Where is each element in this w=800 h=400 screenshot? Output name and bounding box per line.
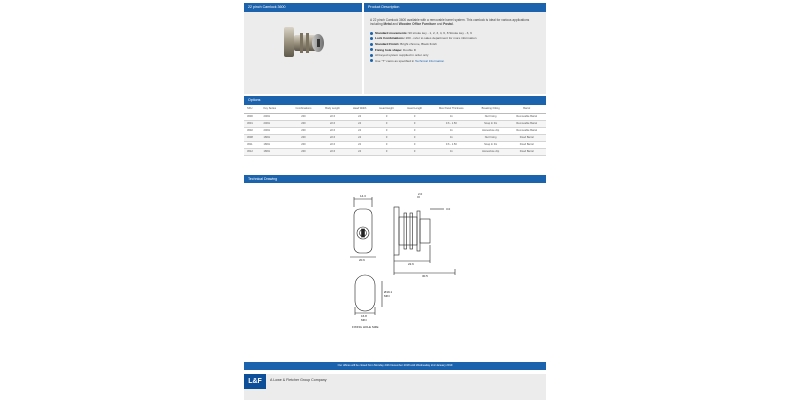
table-row [244, 120, 546, 127]
fixing-hole-caption: FIXING HOLE SIZE [352, 325, 379, 329]
technical-drawing-area [244, 183, 546, 361]
table-row [244, 127, 546, 134]
technical-information-link[interactable]: Technical Information [414, 58, 445, 63]
table-cell: 0 [373, 134, 401, 141]
table-cell: 3600 [244, 113, 261, 120]
table-cell: Removable Barrel [508, 113, 546, 120]
table-cell: Fixed Barrel [508, 141, 546, 148]
column-header: Head Height [373, 105, 401, 113]
table-cell: 22 [346, 141, 372, 148]
column-header: SKU [244, 105, 261, 113]
bullet-icon [370, 59, 373, 62]
table-cell: Snap In Fix [474, 120, 508, 127]
table-row [244, 148, 546, 155]
product-title: 22 pinch Camlock 3600 [244, 3, 362, 12]
table-cell: 200 [288, 113, 318, 120]
closure-notice: Our offices will be closed from Monday 24th December 2018 until Wednesday 2nd January 2019 [244, 362, 546, 370]
technical-drawing-section [244, 175, 546, 361]
table-cell: 0 [400, 113, 428, 120]
table-cell: 3602 [244, 127, 261, 134]
dim-label: 20.6 [359, 258, 365, 262]
product-image-panel [244, 3, 362, 94]
table-cell: 18/91 [261, 134, 289, 141]
table-cell: Snap In Fix [474, 141, 508, 148]
table-cell: 22.6 [319, 127, 347, 134]
table-cell: 20/91 [261, 127, 289, 134]
table-cell: 3612 [244, 148, 261, 155]
table-cell: 22.6 [319, 120, 347, 127]
feature-label: Fixing hole shape: [375, 47, 403, 52]
feature-text: Use "T" cams as specified in [375, 58, 415, 63]
footer [244, 374, 546, 400]
product-top-section [243, 3, 547, 94]
column-header: Head Width [346, 105, 372, 113]
table-cell: 18/91 [261, 148, 289, 155]
lf-logo[interactable]: L&F [244, 374, 266, 389]
feature-label: Lock Combinations: [375, 36, 405, 41]
feature-text: All keyed system supplied in order only [375, 53, 429, 58]
table-cell: 0 [400, 120, 428, 127]
table-cell: 0 [373, 148, 401, 155]
table-cell: Removable Barrel [508, 120, 546, 127]
table-cell: 24 [346, 148, 372, 155]
dim-label: MIN [361, 318, 367, 322]
table-cell: Fixed Barrel [508, 148, 546, 155]
table-cell: 24 [346, 120, 372, 127]
table-cell: Fixed Barrel [508, 134, 546, 141]
table-cell: 0 [373, 120, 401, 127]
table-cell: 0.6 - 1.50 [429, 120, 474, 127]
table-cell: 0 [400, 127, 428, 134]
table-cell: 3608 [244, 134, 261, 141]
company-tagline: A Lowe & Fletcher Group Company [270, 378, 327, 382]
options-section [244, 96, 546, 156]
desc-part: . [452, 22, 454, 27]
table-cell: 20/91 [261, 120, 289, 127]
table-cell: 11 [429, 113, 474, 120]
bullet-icon [370, 54, 373, 57]
table-header-row [244, 105, 546, 113]
camlock-product-image [266, 23, 338, 69]
feature-text: Double D [402, 47, 416, 52]
technical-header: Technical Drawing [244, 175, 546, 183]
dim-label: 14.3 [360, 194, 366, 198]
desc-part: and [391, 22, 399, 27]
feature-label: Standard Finish: [375, 42, 400, 46]
bullet-icon [370, 48, 373, 51]
feature-text: Bright chrome, Black finish [399, 42, 437, 46]
table-cell: 11 [429, 134, 474, 141]
table-cell: 22.6 [319, 113, 347, 120]
table-cell: 3601 [244, 120, 261, 127]
table-row [244, 141, 546, 148]
technical-drawing [310, 189, 486, 329]
feature-list [364, 27, 546, 65]
table-cell: Nut Fixing [474, 134, 508, 141]
table-cell: 200 [288, 148, 318, 155]
bullet-icon [370, 37, 373, 40]
dim-label: Ø19.1 [384, 290, 393, 294]
table-cell: 0 [400, 141, 428, 148]
table-cell: 200 [288, 127, 318, 134]
description-header: Product Description [364, 3, 546, 12]
table-cell: 0.6 - 1.50 [429, 141, 474, 148]
table-cell: 0 [373, 113, 401, 120]
table-cell: 0 [373, 127, 401, 134]
table-cell: Removable Barrel [508, 127, 546, 134]
table-row [244, 134, 546, 141]
feature-text: 90 stroke key - 1, 2, 3, 4, 6, 8 Stroke key - 3, 9 [407, 30, 472, 35]
description-text [364, 12, 546, 27]
table-cell: 20/91 [261, 113, 289, 120]
bullet-icon [370, 32, 373, 35]
feature-item [370, 59, 540, 65]
dim-label: 30.5 [422, 274, 428, 278]
desc-part: and [436, 22, 444, 27]
dim-label: 16.8 [361, 314, 367, 318]
table-cell: Horseshoe clip [474, 127, 508, 134]
product-description-panel [364, 3, 546, 94]
table-cell: 200 [288, 141, 318, 148]
column-header: Key Series [261, 105, 289, 113]
table-cell: 22.6 [319, 141, 347, 148]
product-sheet [243, 0, 547, 400]
table-cell: 22.6 [319, 134, 347, 141]
options-table-body [244, 113, 546, 155]
options-header: Options [244, 96, 546, 105]
table-cell: 11 [429, 148, 474, 155]
table-cell: 22.6 [319, 148, 347, 155]
table-cell: Horseshoe clip [474, 148, 508, 155]
column-header: Breaking Fitting [474, 105, 508, 113]
desc-bold-postal: Postal [443, 22, 453, 27]
table-cell: 3611 [244, 141, 261, 148]
dim-label: MIN [384, 294, 390, 298]
dim-label: 2.0 [418, 192, 423, 196]
table-cell: 200 [288, 120, 318, 127]
column-header: Combinations [288, 105, 318, 113]
dim-label: 3.0 [446, 207, 451, 211]
table-cell: 0 [400, 134, 428, 141]
table-cell: 0 [400, 148, 428, 155]
desc-bold-furniture: Wooden Office Furniture [398, 22, 437, 27]
table-row [244, 113, 546, 120]
column-header: Head Length [400, 105, 428, 113]
feature-text: 200 - refer to sales department for more information [404, 36, 477, 41]
options-table [244, 105, 546, 156]
dim-label: 22.6 [408, 262, 414, 266]
table-cell: 24 [346, 113, 372, 120]
column-header: Barrel [508, 105, 546, 113]
table-cell: 24 [346, 127, 372, 134]
table-cell: Nut Fixing [474, 113, 508, 120]
table-cell: 11 [429, 127, 474, 134]
table-cell: 18/91 [261, 141, 289, 148]
column-header: Body Length [319, 105, 347, 113]
table-cell: 24 [346, 134, 372, 141]
table-cell: 0 [373, 141, 401, 148]
feature-label: Standard movements: [375, 30, 408, 35]
table-cell: 200 [288, 134, 318, 141]
bullet-icon [370, 43, 373, 46]
desc-bold-metal: Metal [383, 22, 392, 27]
column-header: Max Panel Thickness [429, 105, 474, 113]
desc-part: A 22 pinch Camlock 3600 available with a removable barrel system. This camlock is ideal for various applications including [370, 18, 530, 27]
